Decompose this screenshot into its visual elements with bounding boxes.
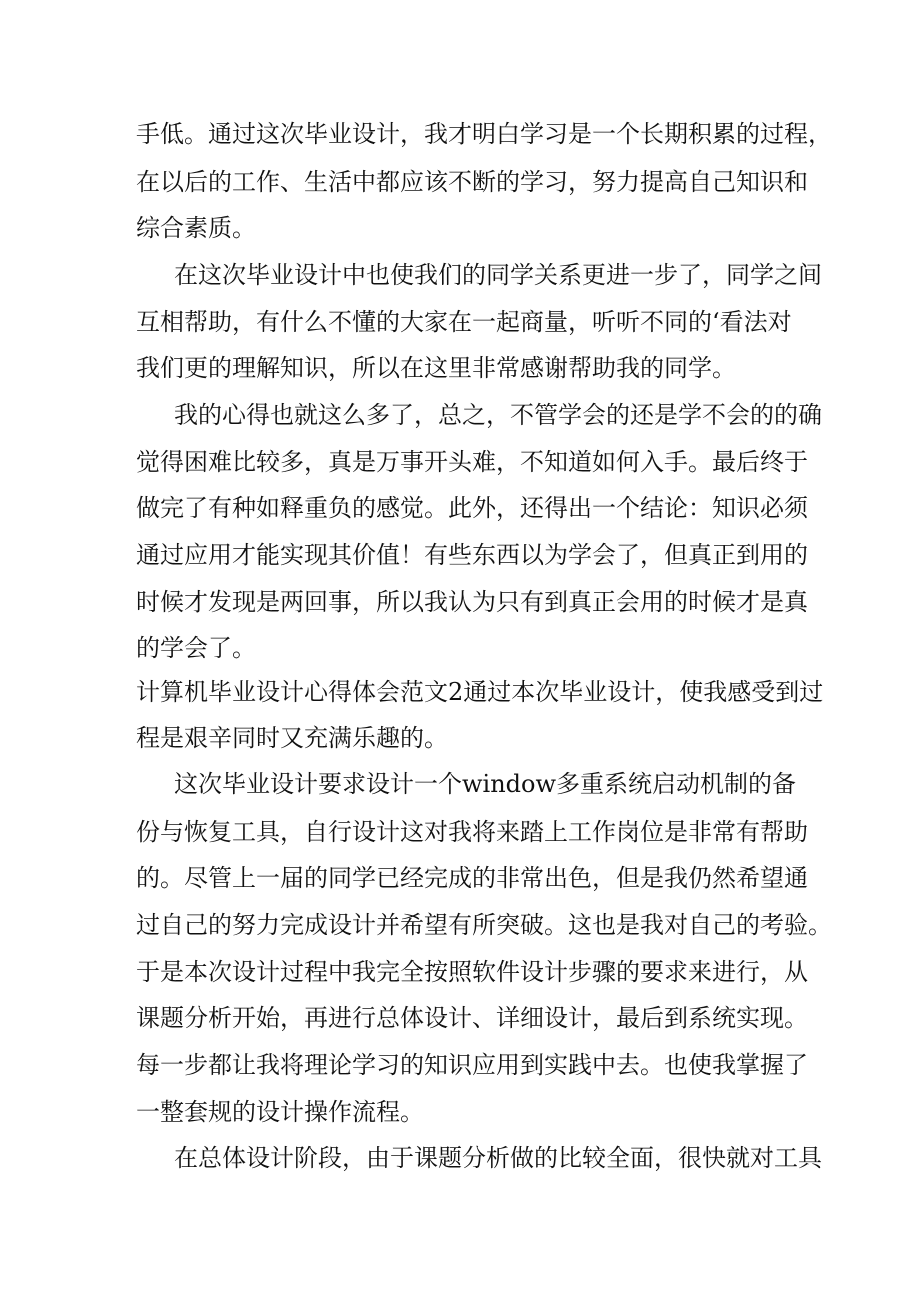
text-line: 每一步都让我将理论学习的知识应用到实践中去。也使我掌握了 [136,1051,808,1079]
text-line: 做完了有种如释重负的感觉。此外，还得出一个结论：知识必须 [136,494,808,522]
text-line: 程是艰辛同时又充满乐趣的。 [136,724,448,752]
text-line: 在以后的工作、生活中都应该不断的学习，努力提高自己知识和 [136,168,808,196]
text-line: 份与恢复工具，自行设计这对我将来踏上工作岗位是非常有帮助 [136,818,808,846]
text-line: 互相帮助，有什么不懂的大家在一起商量，听听不同的‘看法对 [136,308,792,336]
text-line: 计算机毕业设计心得体会范文2通过本次毕业设计，使我感受到过 [136,678,824,706]
text-line: 在总体设计阶段，由于课题分析做的比较全面，很快就对工具 [174,1144,822,1172]
text-line: 的。尽管上一届的同学已经完成的非常出色，但是我仍然希望通 [136,864,808,892]
text-line: 我们更的理解知识，所以在这里非常感谢帮助我的同学。 [136,354,736,382]
text-line: 的学会了。 [136,634,256,662]
text-line: 通过应用才能实现其价值！有些东西以为学会了，但真正到用的 [136,541,808,569]
text-line: 过自己的努力完成设计并希望有所突破。这也是我对自己的考验。 [136,911,832,939]
text-line: 在这次毕业设计中也使我们的同学关系更进一步了，同学之间 [174,261,822,289]
text-line: 综合素质。 [136,214,256,242]
text-line: 手低。通过这次毕业设计，我才明白学习是一个长期积累的过程， [136,120,832,148]
text-line: 一整套规的设计操作流程。 [136,1098,424,1126]
text-line: 课题分析开始，再进行总体设计、详细设计，最后到系统实现。 [136,1004,808,1032]
text-line: 这次毕业设计要求设计一个window多重系统启动机制的备 [174,770,797,798]
text-line: 于是本次设计过程中我完全按照软件设计步骤的要求来进行，从 [136,958,808,986]
text-line: 觉得困难比较多，真是万事开头难，不知道如何入手。最后终于 [136,448,808,476]
text-line: 时候才发现是两回事，所以我认为只有到真正会用的时候才是真 [136,588,808,616]
text-line: 我的心得也就这么多了，总之，不管学会的还是学不会的的确 [174,401,822,429]
